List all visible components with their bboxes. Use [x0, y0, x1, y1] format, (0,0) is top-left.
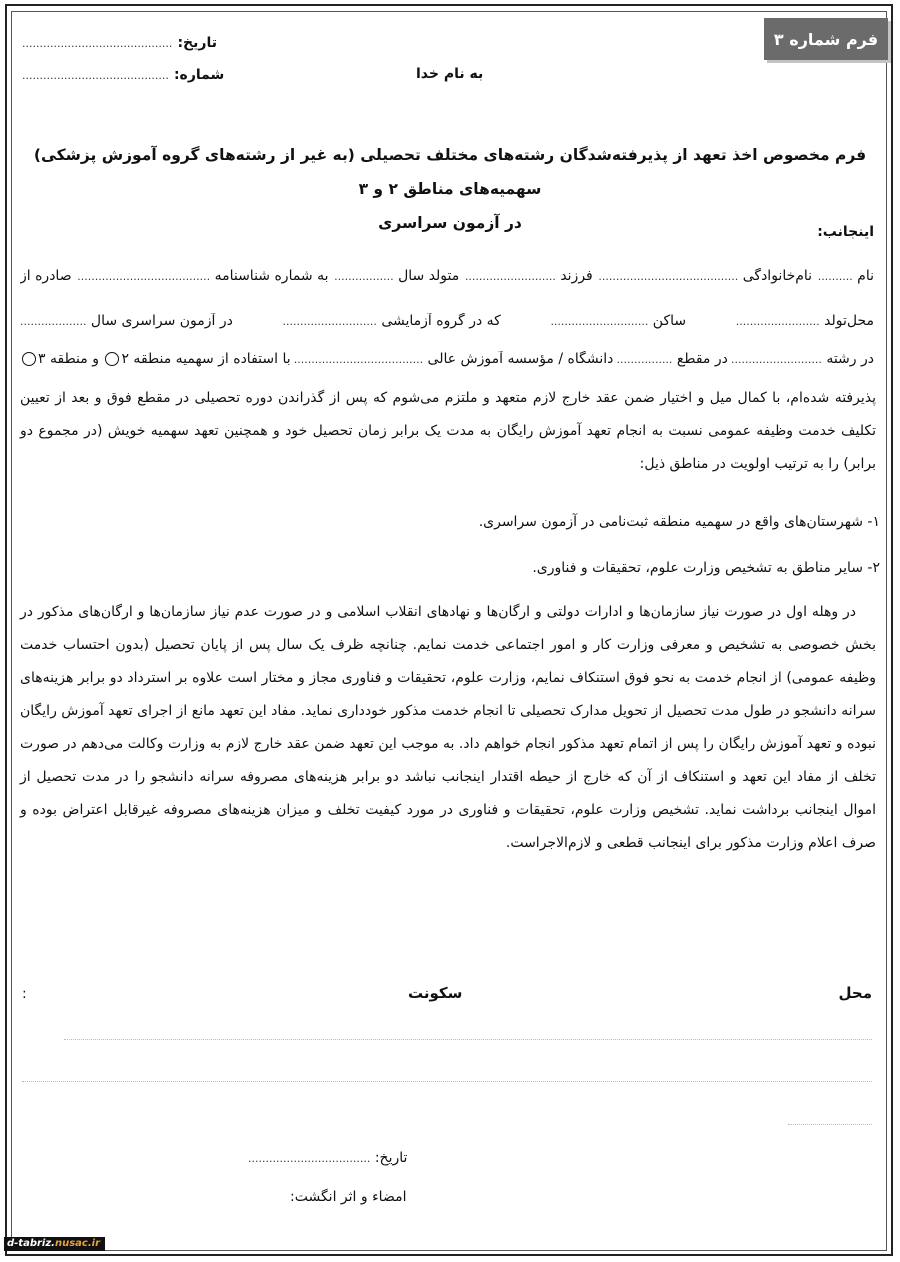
main-paragraph: در وهله اول در صورت نیاز سازمان‌ها و ادارات دولتی و ارگان‌ها و نهادهای انقلاب اسلامی و در صورت عدم نیاز سازمان‌ها و ارگان‌های مذکور در بخش خصوصی به تشخیص و معرفی وزارت کار و امور اجتماعی خدمت نمایم. چنانچه ظرف یک سال پس از پایان تحصیل (بدون احتساب خدمت وظیفه عمومی) از انجام خدمت به نحو فوق استنکاف نمایم، وزارت علوم، تحقیقات و فناوری مجاز و مختار است علاوه بر استرداد دو برابر هزینه‌های سرانه دانشجو در طول مدت تحصیل از تحویل مدارک تحصیلی تا انجام خدمت مذکور خودداری نماید. مفاد این تعهد مانع از اجرای تعهد آموزش رایگان نبوده و تعهد آموزش رایگان را پس از اتمام تعهد مذکور انجام خواهم داد. به موجب این تعهد ضمن عقد خارج لازم به وزارت وکالت می‌دهم در صورت تخلف از مفاد این تعهد و استنکاف از آن که خارج از حیطه اقتدار اینجانب نباشد دو برابر هزینه‌های مصروفه سرانه دانشجو را در مدت تحصیل از اموال اینجانب برداشت نماید. تشخیص وزارت علوم، تحقیقات و فناوری در مورد کیفیت تخلف و میزان هزینه‌های مصروفه غیرقابل اعتراض بوده و صرف اعلام وزارت مذکور برای اینجانب قطعی و لازم‌الاجراست.	[20, 604, 876, 851]
field-birthplace: محل‌تولد ........................	[735, 313, 874, 329]
address-colon: :	[22, 986, 27, 1002]
field-major: در رشته ..........................	[730, 351, 874, 367]
region-3-checkbox[interactable]	[22, 352, 36, 366]
field-exam-group: که در گروه آزمایشی ...........................	[282, 313, 501, 329]
signature-date-dots: ...................................	[248, 1152, 371, 1165]
field-degree: در مقطع ................	[616, 351, 728, 367]
list-item-2: ۲- سایر مناطق به تشخیص وزارت علوم، تحقیقات و فناوری.	[532, 560, 880, 576]
signature-date-label: تاریخ:	[374, 1150, 408, 1166]
field-last-name: نام‌خانوادگی ........................................	[598, 268, 813, 284]
date-dots: ...........................................	[22, 37, 173, 50]
field-row-2	[20, 313, 874, 329]
list-item-1: ۱- شهرستان‌های واقع در سهمیه منطقه ثبت‌نامی در آزمون سراسری.	[478, 514, 880, 530]
field-university: دانشگاه / مؤسسه آموزش عالی .....................................	[293, 351, 614, 367]
number-meta	[22, 64, 224, 83]
number-dots: ..........................................	[22, 69, 169, 82]
field-issued-from: صادره از	[20, 268, 72, 284]
address-place-label: محل	[838, 984, 872, 1002]
signature-date	[248, 1150, 407, 1166]
watermark: d-tabriz.nusac.ir	[4, 1237, 105, 1251]
field-father-name: فرزند ..........................	[464, 268, 593, 284]
form-number-badge: فرم شماره ۳	[764, 18, 888, 60]
intro-paragraph: پذیرفته شده‌ام، با کمال میل و اختیار ضمن عقد خارج لازم متعهد و ملتزم می‌شوم که پس از گذراندن دوره تحصیلی در مقطع فوق و بعد از تعیین تکلیف خدمت وظیفه عمومی نسبت به انجام تعهد آموزش رایگان به مدت یک برابر زمان تحصیل خود و همچنین تعهد سهمیه خویش (در مجموع دو برابر) را به ترتیب اولویت در مناطق ذیل:	[20, 390, 876, 472]
signature-label: امضاء و اثر انگشت:	[290, 1189, 407, 1205]
form-title	[14, 138, 886, 240]
field-birth-year: متولد سال .................	[334, 268, 460, 284]
field-id-number: به شماره شناسنامه ......................................	[77, 268, 329, 284]
date-meta	[22, 32, 217, 51]
address-line-3[interactable]	[788, 1124, 872, 1125]
region-2-checkbox[interactable]	[105, 352, 119, 366]
address-line-2[interactable]	[22, 1081, 872, 1082]
date-label: تاریخ:	[177, 35, 217, 51]
title-line-2: در آزمون سراسری	[378, 214, 522, 232]
field-first-name: نام ..........	[817, 268, 874, 284]
field-row-1	[20, 268, 874, 284]
field-exam-year: در آزمون سراسری سال ...................	[20, 313, 233, 329]
undersigned-label: اینجانب:	[817, 224, 874, 240]
address-line-1[interactable]	[64, 1039, 872, 1040]
address-residence-label: سکونت	[408, 984, 463, 1002]
number-label: شماره:	[173, 67, 225, 83]
field-quota: با استفاده از سهمیه منطقه ۲ و منطقه ۳	[20, 351, 291, 367]
field-row-3	[20, 351, 874, 367]
title-line-1: فرم مخصوص اخذ تعهد از پذیرفته‌شدگان رشته‌های مختلف تحصیلی (به غیر از رشته‌های گروه آموزش پزشکی) سهمیه‌های مناطق ۲ و ۳	[33, 146, 867, 198]
bismillah: به نام خدا	[416, 66, 484, 82]
field-residence: ساکن ............................	[550, 313, 687, 329]
